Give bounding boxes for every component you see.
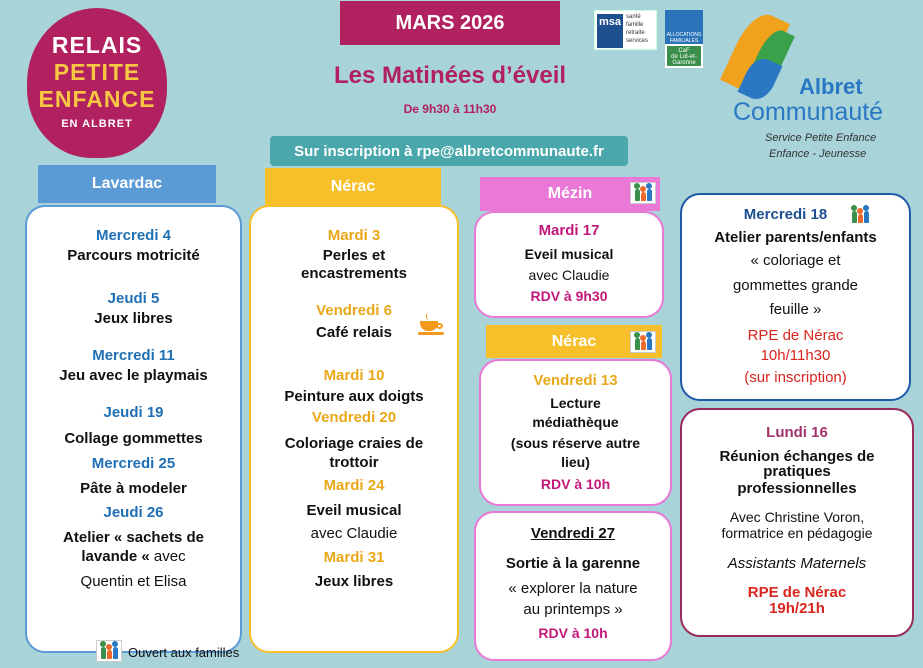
tab-nerac-2: Nérac xyxy=(486,325,662,358)
logo-line-petite: PETITE xyxy=(53,59,141,85)
family-icon xyxy=(630,182,656,204)
event-activity: Perles et xyxy=(322,247,386,264)
event-date: Vendredi 27 xyxy=(530,525,616,542)
event-date: Mardi 10 xyxy=(323,367,385,384)
legend xyxy=(96,640,296,664)
event-activity: Collage gommettes xyxy=(64,430,203,447)
event-date: Mardi 17 xyxy=(538,222,600,239)
event-rdv: RDV à 10h xyxy=(540,476,611,492)
event-date: Mercredi 18 xyxy=(743,206,828,223)
event-with: avec Claudie xyxy=(310,525,398,542)
lavardac-card xyxy=(25,205,242,653)
service-line-1: Service Petite Enfance xyxy=(765,132,877,144)
event-activity: Coloriage craies de xyxy=(284,435,424,452)
event-date: Vendredi 20 xyxy=(311,409,397,426)
event-time: 19h/21h xyxy=(769,600,825,617)
vendredi27-card xyxy=(474,511,672,661)
communaute-name: Communauté xyxy=(733,98,884,126)
albret-communaute-logo xyxy=(727,6,917,166)
rpe-logo xyxy=(27,8,167,158)
event-activity: Sortie à la garenne xyxy=(505,555,641,572)
legend-label: Ouvert aux familles xyxy=(128,645,240,660)
event-activity: Eveil musical xyxy=(524,246,614,262)
inscription-banner: Sur inscription à rpe@albretcommunaute.fr xyxy=(270,136,628,166)
caf-bottom: CaF de Lot-et-Garonne xyxy=(667,46,701,66)
service-line-2: Enfance - Jeunesse xyxy=(769,148,867,160)
event-activity: Jeux libres xyxy=(314,573,394,590)
event-with: Avec Christine Voron, xyxy=(729,509,865,525)
event-title: pratiques xyxy=(763,463,831,480)
event-date: Vendredi 13 xyxy=(533,372,618,389)
event-date: Jeudi 19 xyxy=(103,404,164,421)
event-activity: Café relais xyxy=(316,324,392,341)
event-activity: trottoir xyxy=(329,454,379,471)
msa-logo xyxy=(594,10,657,50)
event-audience: Assistants Maternels xyxy=(727,555,867,572)
event-activity: Peinture aux doigts xyxy=(284,388,424,405)
event-activity: Parcours motricité xyxy=(67,247,200,264)
event-date: Mercredi 25 xyxy=(91,455,176,472)
event-desc: au printemps » xyxy=(523,601,623,618)
event-line: médiathèque xyxy=(532,414,619,430)
event-with: avec Claudie xyxy=(528,267,610,283)
family-icon xyxy=(96,640,122,662)
event-activity: encastrements xyxy=(301,265,407,282)
logo-line-en-albret: EN ALBRET xyxy=(61,118,133,130)
event-rdv: RDV à 9h30 xyxy=(530,288,608,304)
logo-line-relais: RELAIS xyxy=(51,32,143,58)
family-icon xyxy=(630,331,656,353)
event-desc: « explorer la nature xyxy=(508,580,638,597)
tab-mezin: Mézin xyxy=(480,177,660,211)
event-date: Lundi 16 xyxy=(766,424,828,441)
event-desc: « coloriage et xyxy=(750,252,841,269)
msa-text: santé famille retraite services xyxy=(626,14,649,44)
event-date: Jeudi 26 xyxy=(103,504,164,521)
caf-top: ALLOCATIONS FAMILIALES xyxy=(665,10,703,44)
event-date: Mercredi 4 xyxy=(95,227,172,244)
event-title: Réunion échanges de xyxy=(719,448,875,465)
event-date: Mardi 3 xyxy=(327,227,381,244)
lundi16-card xyxy=(680,408,914,637)
event-place: RPE de Nérac xyxy=(747,327,844,344)
mercredi18-card xyxy=(680,193,911,401)
event-activity-line2: lavande « avec xyxy=(81,548,186,565)
coffee-cup-icon xyxy=(418,313,446,337)
tab-nerac: Nérac xyxy=(265,168,441,206)
event-date: Mercredi 11 xyxy=(92,347,175,364)
msa-box: msa xyxy=(597,14,623,48)
caf-logo xyxy=(665,10,703,68)
event-place: RPE de Nérac xyxy=(747,584,847,601)
hours-subtitle: De 9h30 à 11h30 xyxy=(403,102,497,116)
month-banner: MARS 2026 xyxy=(340,1,560,45)
family-icon xyxy=(848,203,874,225)
page-title: Les Matinées d’éveil xyxy=(333,62,567,89)
event-activity: Jeu avec le playmais xyxy=(59,367,208,384)
event-title: professionnelles xyxy=(737,480,857,497)
logo-line-enfance: ENFANCE xyxy=(38,86,156,112)
event-activity: Atelier « sachets de xyxy=(63,529,204,546)
event-activity: Eveil musical xyxy=(306,502,402,519)
event-date: Jeudi 5 xyxy=(107,290,160,307)
event-activity: Atelier parents/enfants xyxy=(714,229,877,246)
tab-lavardac: Lavardac xyxy=(38,165,216,203)
event-activity: Pâte à modeler xyxy=(80,480,187,497)
event-line: lieu) xyxy=(561,454,590,470)
event-note: (sur inscription) xyxy=(744,369,847,386)
mezin-card xyxy=(474,211,664,318)
event-time: 10h/11h30 xyxy=(760,347,831,364)
event-activity: Jeux libres xyxy=(94,310,173,327)
event-date: Mardi 24 xyxy=(323,477,385,494)
event-with: Quentin et Elisa xyxy=(80,573,187,590)
event-desc: gommettes grande xyxy=(732,277,859,294)
event-with: formatrice en pédagogie xyxy=(721,525,873,541)
event-rdv: RDV à 10h xyxy=(538,625,608,641)
event-line: Lecture xyxy=(550,395,601,411)
event-date: Vendredi 6 xyxy=(316,302,392,319)
albret-name: Albret xyxy=(799,74,863,99)
event-date: Mardi 31 xyxy=(323,549,385,566)
event-desc: feuille » xyxy=(769,301,822,318)
nerac-vendredi13-card xyxy=(479,359,672,506)
nerac-card xyxy=(249,205,459,653)
event-line: (sous réserve autre xyxy=(510,435,641,451)
